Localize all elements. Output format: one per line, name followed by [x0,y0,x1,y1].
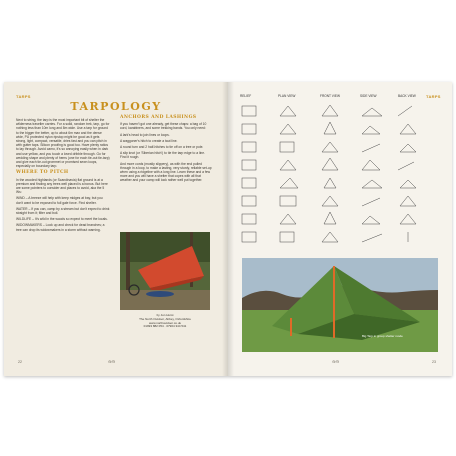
book-gutter [222,82,234,376]
page-title: TARPOLOGY [70,100,162,113]
tarp-camp-photo [120,232,210,310]
left-column [16,118,110,234]
anchors-paragraph: A round turn and 2 half-hitches to tie off on a tree or pole. [120,145,204,150]
photo-credit [116,314,214,329]
where-paragraph: WIND – A breeze will help with keep midges at bay, but you don't want to be exposed to full gale force. Find shelter. [16,196,103,205]
anchors-paragraph: A lark's head to join lines or loops. [120,132,170,137]
diagram-header: SIDE VIEW [360,94,377,98]
anchors-heading: ANCHORS AND LASHINGS [120,115,197,120]
anchors-paragraph: A slip knot (or 'Siberian hitch') to tie the tarp edge to a line. Find it rough. [120,151,206,160]
credit-line: The North Outdoor, Abbey, Oxfordshire [139,316,191,321]
footer-ornament: ⊖∕⊖ [332,359,340,364]
intro-paragraph: Next to string, the tarp is the most important bit of shelter the wilderness traveller carries. For a solid, random trek, tarp, go for nothing less than 10m long and 8m wide. Use a tarp for ground to the bigger the better, up to about 6m max and the dense wide, PU protected nylon ripstop might be good as it gets strong, light, compact, versatile, dries fast and you can pitch in with gutter taps. Silicon proofing is good too. Have plenty ratios to lay through. Avoid camo, it's so annoying easily when in dark and use yellow, and you touch a loved dribble through. Go for wedding shape and plenty of hems (one for each tie-out tie-tarp) and give each tie-out grommet or promised sewn loops, especially on boundary tarp. [16,118,110,169]
footer-ornament: ⊖∕⊖ [108,359,116,364]
pitch-sketches [238,102,438,254]
anchors-paragraph: A waggoner's hitch to create a taut line. [120,138,178,143]
diagram-header: RELIEF [240,94,252,98]
diagram-header: BACK VIEW [398,94,416,98]
right-page [228,82,452,376]
anchors-paragraph: If you haven't got one already, get these chaps: a bag of 10 cord, karabiners, and some trekking bands. You only need: [120,122,207,131]
page-number: 22 [18,360,22,364]
section-tag: TARPS [16,94,31,99]
where-paragraph: WILDLIFE – It's wild in the woods so expect to meet the locals. [16,217,108,222]
book-spread [4,82,452,376]
where-paragraph: In the wooded highlands (or Scandinavia) flat ground is at a premium and finding any trees well placed is a bonus. But here are some pointers to consider and places to avoid, aka the 5 Ws: [16,177,108,195]
section-tag: TARPS [426,94,441,99]
where-paragraph: WATER – If you can, camp by a stream but don't expect to drink straight from it; filter and boil. [16,206,110,216]
tarp-pitch-diagrams [238,94,438,254]
page-number: 23 [432,360,436,364]
credit-line: www.northoutdoor.co.uk [148,320,182,325]
credit-line: 01993 882 054 · 07904 344 541 [143,324,187,329]
where-paragraph: WIDOWMAKERS – Look up and check for dead branches; a tree can drop its widowmakers in a storm without warning. [16,223,105,232]
anchors-paragraph: And more cords (mostly slippery), as with the end pulled through in a loop, to make a lasting, very sturdy, reliable set-up when using a ridgeline with a long line. Learn these and a few more and you will have a shelter that copes with all that weather and your camp will look rather well put together. [120,161,212,183]
photo-caption: Big Tarp in group shelter mode [362,334,403,338]
credit-line: by Jon Hurst [156,313,174,317]
right-column [120,116,212,185]
left-page [4,82,228,376]
green-tarp-illustration [242,258,438,352]
tarp-camp-illustration [120,232,210,310]
diagram-header: PLAN VIEW [278,94,296,98]
where-to-pitch-heading: WHERE TO PITCH [16,170,69,176]
diagram-header: FRONT VIEW [320,94,340,98]
group-shelter-photo [242,258,438,352]
